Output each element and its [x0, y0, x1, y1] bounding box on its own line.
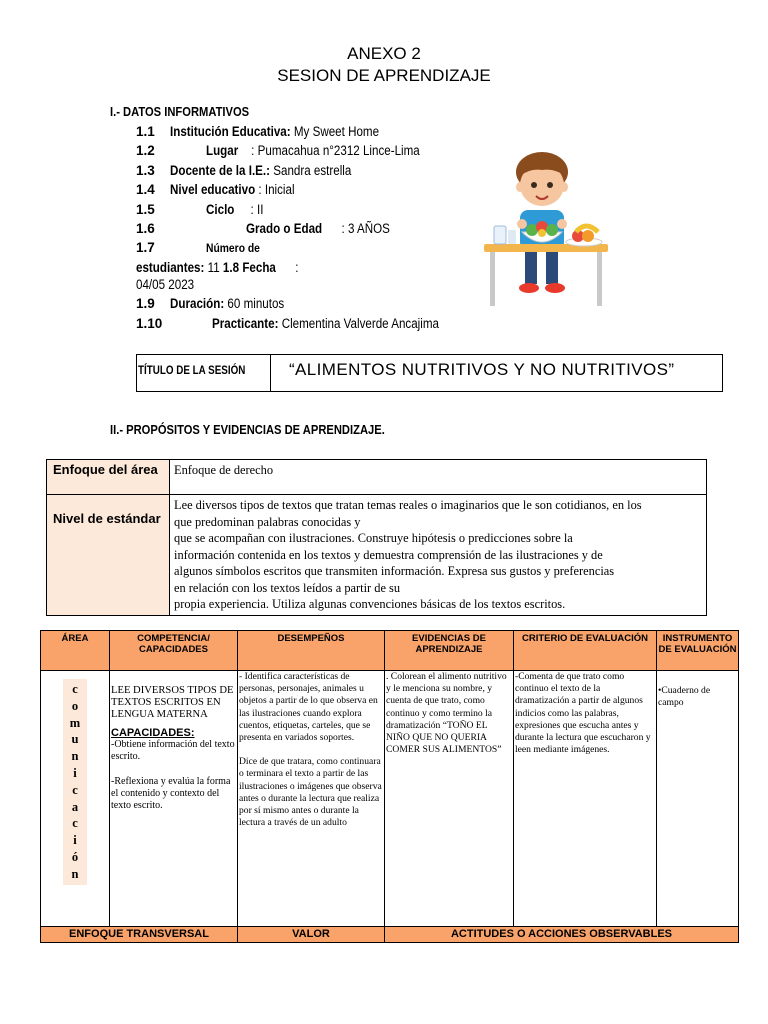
info-num: 1.5: [136, 202, 155, 217]
info-value: 60 minutos: [227, 296, 284, 311]
info-label: Institución Educativa:: [169, 124, 291, 139]
info-row-trainee: [136, 316, 476, 331]
info-row-cycle: [136, 202, 273, 217]
competencias-table: [40, 630, 739, 943]
estandar-line: en relación con los textos leídos a partir de su: [174, 580, 401, 595]
estandar-line: propia experiencia. Utiliza algunas convenciones básicas de los textos escritos.: [174, 597, 566, 611]
header-desempenos: DESEMPEÑOS: [238, 631, 385, 671]
estandar-key: Nivel de estándar: [47, 495, 170, 616]
evidencias-text: . Colorean el alimento nutritivo y le menciona su nombre, y cuenta de que trato, como continuo y como termino la dramatización “TOÑO EL NIÑO QUE NO QUERIA COMER SUS ALIMENTOS”: [386, 671, 507, 756]
enfoque-key: Enfoque del área: [47, 460, 170, 495]
info-row-date-value: [136, 277, 204, 292]
estandar-line: algunos símbolos escritos que transmiten información. Expresa sus gustos y preferencias: [174, 564, 615, 578]
desempeno-paragraph: Dice de que tratara, como continuara o terminara el texto a partir de las ilustraciones o imágenes que observa antes o durante la lectura que realiza por sí mismo antes o durante la lectura a través de un adulto: [239, 756, 382, 829]
info-colon: :: [295, 260, 299, 275]
info-label: Grado o Edad: [245, 221, 322, 236]
criterio-cell: [514, 671, 657, 927]
info-row-students: [136, 240, 268, 255]
table-header-row: [41, 631, 739, 671]
info-num: 1.4: [136, 182, 155, 197]
info-row-level: [136, 182, 315, 197]
session-title-box: [136, 354, 723, 392]
capacidades-label: CAPACIDADES:: [111, 727, 195, 739]
session-title-value: “ALIMENTOS NUTRITIVOS Y NO NUTRITIVOS”: [289, 360, 675, 379]
desempeno-paragraph: - Identifica características de personas, personajes, animales u objetos a partir de lo que observa en las ilustraciones cuando explora cuentos, etiquetas, carteles, que se presenta en variados soportes.: [239, 671, 378, 744]
annex-title: ANEXO 2: [347, 44, 421, 63]
info-value: Sandra estrella: [273, 163, 352, 178]
estandar-line: información contenida en los textos y demuestra comprensión de las ilustraciones y de: [174, 547, 603, 562]
info-label: Fecha: [242, 260, 276, 275]
info-label: Docente de la I.E.:: [169, 163, 270, 178]
table-row: [47, 495, 707, 616]
info-label: estudiantes:: [136, 260, 205, 275]
info-value: : 3 AÑOS: [341, 221, 390, 236]
info-row-duration: [136, 296, 303, 311]
competencia-cell: [110, 671, 238, 927]
info-row-students-date: [136, 260, 325, 275]
info-value: 04/05 2023: [136, 277, 195, 292]
info-num: 1.6: [136, 221, 155, 236]
info-label: Nivel educativo: [169, 182, 255, 197]
info-num: 1.3: [136, 163, 155, 178]
estandar-line: que se acompañan con ilustraciones. Construye hipótesis o predicciones sobre la: [174, 531, 573, 545]
header-instrumento: INSTRUMENTO DE EVALUACIÓN: [657, 631, 739, 671]
child-eating-illustration: [480, 140, 612, 310]
footer-valor: VALOR: [238, 927, 385, 943]
section1-heading: I.- DATOS INFORMATIVOS: [110, 104, 250, 119]
info-num: 1.7: [136, 240, 155, 255]
session-title-label: TÍTULO DE LA SESIÓN: [137, 355, 271, 391]
info-value: : Pumacahua n°2312 Lince-Lima: [250, 143, 420, 158]
evidencias-cell: [385, 671, 514, 927]
info-num: 1.10: [136, 316, 163, 331]
header-area: ÁREA: [41, 631, 110, 671]
area-cell: [41, 671, 110, 927]
estandar-value: [170, 495, 707, 616]
estandar-line: Lee diversos tipos de textos que tratan temas reales o imaginarios que le son cotidianos, en los: [174, 498, 642, 512]
enfoque-value: Enfoque de derecho: [170, 460, 707, 495]
info-label: Lugar: [205, 143, 239, 158]
info-label: Duración:: [169, 296, 224, 311]
header-evidencias: EVIDENCIAS DE APRENDIZAJE: [385, 631, 514, 671]
capacidad-item: -Reflexiona y evalúa la forma el contenido y contexto del texto escrito.: [111, 775, 231, 812]
capacidad-item: -Obtiene información del texto escrito.: [111, 739, 235, 763]
criterio-text: -Comenta de que trato como continuo el texto de la dramatización a partir de algunos indicios como las palabras, expresiones que escucha antes y durante la lectura que escucharon y leen mediante imágenes.: [515, 671, 651, 756]
section2-heading: II.- PROPÓSITOS Y EVIDENCIAS DE APRENDIZAJE.: [110, 422, 385, 437]
table-row: [47, 460, 707, 495]
info-num: 1.1: [136, 124, 155, 139]
info-value: : Inicial: [258, 182, 295, 197]
info-row-place: [136, 143, 454, 158]
area-vertical-label: c o m u n i c a c i ó n: [63, 679, 87, 885]
info-label: Ciclo: [205, 202, 235, 217]
info-label: Practicante:: [211, 316, 279, 331]
table-footer-row: [41, 927, 739, 943]
session-heading: SESION DE APRENDIZAJE: [277, 66, 491, 85]
instrumento-cell: [657, 671, 739, 927]
info-num: 1.2: [136, 143, 155, 158]
table-row: [41, 671, 739, 927]
info-value: Clementina Valverde Ancajima: [281, 316, 439, 331]
footer-enfoque: ENFOQUE TRANSVERSAL: [41, 927, 238, 943]
info-row-teacher: [136, 163, 381, 178]
enfoque-table: [46, 459, 707, 616]
info-row-institution: [136, 124, 413, 139]
footer-actitudes: ACTITUDES O ACCIONES OBSERVABLES: [385, 927, 739, 943]
desempenos-cell: [238, 671, 385, 927]
estandar-line: que predominan palabras conocidas y: [174, 514, 361, 529]
header-competencia: COMPETENCIA/ CAPACIDADES: [110, 631, 238, 671]
competencia-title: LEE DIVERSOS TIPOS DE TEXTOS ESCRITOS EN LENGUA MATERNA: [111, 685, 234, 720]
info-value: 11: [207, 260, 220, 275]
instrumento-text: •Cuaderno de campo: [658, 685, 711, 709]
header-criterio: CRITERIO DE EVALUACIÓN: [514, 631, 657, 671]
info-value: : II: [250, 202, 264, 217]
info-label: Número de: [205, 241, 260, 255]
info-value: My Sweet Home: [293, 124, 379, 139]
info-row-grade: [136, 221, 413, 236]
info-num: 1.8: [222, 260, 240, 275]
info-num: 1.9: [136, 296, 155, 311]
